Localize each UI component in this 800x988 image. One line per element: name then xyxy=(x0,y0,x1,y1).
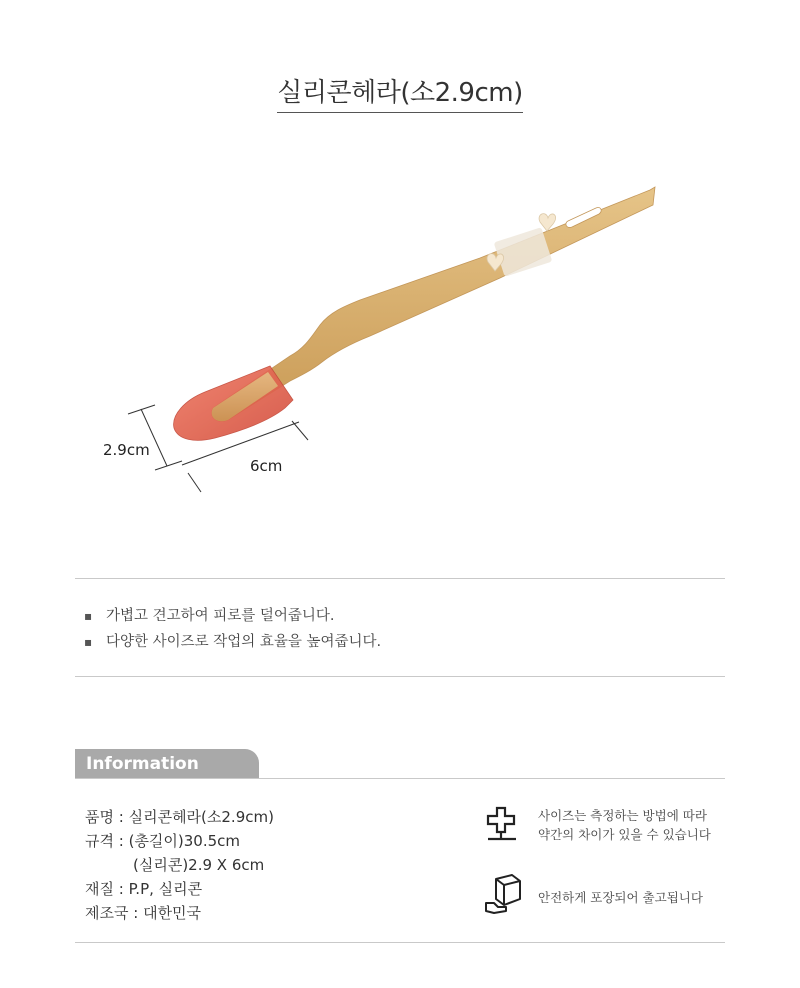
spec-size-row xyxy=(85,830,240,851)
size-note xyxy=(538,806,711,844)
divider-info xyxy=(75,778,725,779)
spec-size-value-2: (실리콘)2.9 X 6cm xyxy=(133,856,265,874)
width-dimension-label: 2.9cm xyxy=(103,441,150,459)
spec-name-key: 품명 : xyxy=(85,808,124,826)
feature-text: 다양한 사이즈로 작업의 효율을 높여줍니다. xyxy=(106,634,382,650)
spec-origin-row xyxy=(85,902,201,923)
spec-size-key: 규격 : xyxy=(85,832,124,850)
product-title: 실리콘헤라(소2.9cm) xyxy=(277,76,522,113)
bullet-icon: ▪ xyxy=(84,609,93,623)
logo-sticker xyxy=(487,214,556,277)
length-dimension-label: 6cm xyxy=(250,457,283,475)
package-box-icon xyxy=(484,873,522,917)
title-wrap xyxy=(0,76,800,113)
feature-text: 가볍고 견고하여 피로를 덜어줍니다. xyxy=(106,608,335,624)
divider-middle xyxy=(75,676,725,677)
information-tab-label: Information xyxy=(86,754,199,774)
bullet-icon: ▪ xyxy=(84,635,93,649)
feature-list xyxy=(84,603,381,655)
ruler-measure-icon xyxy=(485,805,519,845)
size-note-line-1: 사이즈는 측정하는 방법에 따라 xyxy=(538,808,707,823)
spec-material-value: P.P, 실리콘 xyxy=(128,880,203,898)
silicone-head xyxy=(174,366,293,440)
spec-name-row xyxy=(85,806,274,827)
spec-material-row xyxy=(85,878,202,899)
packaging-note: 안전하게 포장되어 출고됩니다 xyxy=(538,890,703,905)
spec-origin-key: 제조국 : xyxy=(85,904,139,922)
information-tab xyxy=(75,749,259,779)
spec-size-value-1: (총길이)30.5cm xyxy=(128,832,241,850)
size-note-line-2: 약간의 차이가 있을 수 있습니다 xyxy=(538,827,711,842)
feature-item xyxy=(84,603,381,629)
spec-name-value: 실리콘헤라(소2.9cm) xyxy=(128,808,274,826)
spec-material-key: 재질 : xyxy=(85,880,124,898)
spec-size-row-2 xyxy=(133,854,264,875)
divider-bottom xyxy=(75,942,725,943)
feature-item xyxy=(84,629,381,655)
divider-top xyxy=(75,578,725,579)
spec-origin-value: 대한민국 xyxy=(143,904,202,922)
